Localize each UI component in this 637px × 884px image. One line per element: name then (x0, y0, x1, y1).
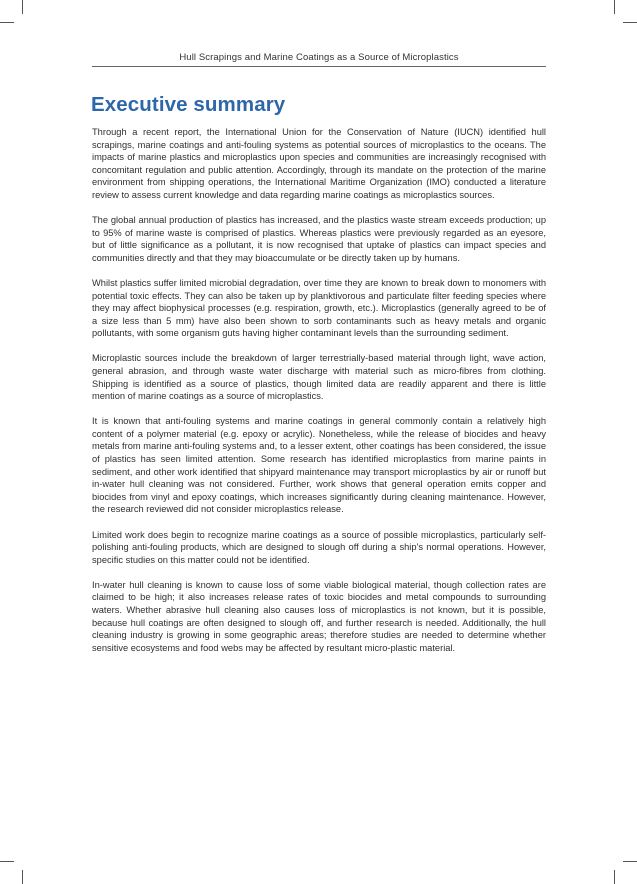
paragraph: Limited work does begin to recognize marine coatings as a source of possible microplastics, particularly self-polishing anti-fouling products, which are designed to slough off during a ship’s normal operations. However, specific studies on this matter could not be identified. (92, 529, 546, 565)
paragraph: It is known that anti-fouling systems and marine coatings in general commonly contain a relatively high content of a polymer material (e.g. epoxy or acrylic). Nonetheless, while the release of biocides and heavy metals from marine anti-fouling systems and, to a lesser extent, other coatings has been considered, the issue of plastics has seen limited attention. Some research has identified microplastics from marine paints in sediment, and other work identified that shipyard maintenance may transport microplastics by air or runoff but in-water hull cleaning was not considered. Further, work shows that general operation emits copper and biocides from vinyl and epoxy coatings, which increases significantly during cleaning maintenance. However, the research reviewed did not consider microplastics release. (92, 416, 546, 515)
header-divider (92, 66, 546, 67)
crop-mark-bottom-left-h (0, 861, 14, 862)
running-header: Hull Scrapings and Marine Coatings as a Source of Microplastics (179, 52, 459, 63)
paragraph: The global annual production of plastics has increased, and the plastics waste stream exceeds production; up to 95% of marine waste is comprised of plastics. Whereas plastics were previously regarded as an eyesore, but of little significance as a pollutant, it is now recognised that uptake of plastics can impact species and communities directly and that they may bioaccumulate or be directly taken up by humans. (92, 215, 546, 263)
paragraph: In-water hull cleaning is known to cause loss of some viable biological material, though collection rates are claimed to be high; it also increases release rates of toxic biocides and metal compounds to surrounding waters. Whether abrasive hull cleaning also causes loss of microplastics is not known, but it is possible, because hull coatings are often designed to slough off, and further research is needed. Additionally, the hull cleaning industry is growing in some geographic areas; therefore studies are needed to determine whether sensitive ecosystems and food webs may be affected by resultant micro-plastic material. (92, 579, 546, 653)
crop-mark-top-right (614, 0, 615, 14)
crop-mark-top-left (22, 0, 23, 14)
crop-mark-top-right-h (623, 22, 637, 23)
paragraph: Through a recent report, the International Union for the Conservation of Nature (IUCN) identified hull scrapings, marine coatings and anti-fouling systems as potential sources of microplastics to the oceans. The impacts of marine plastics and microplastics upon species and communities are increasingly recognised with concomitant regulation and public attention. Accordingly, through its mandate on the protection of the marine environment from shipping operations, the International Maritime Organization (IMO) conducted a literature review to assess current knowledge and data regarding marine coatings as microplastics sources. (92, 127, 546, 200)
crop-mark-top-left-h (0, 22, 14, 23)
paragraph: Microplastic sources include the breakdown of larger terrestrially-based material through light, wave action, general abrasion, and through waste water discharge with material such as micro-fibres from clothing. Shipping is identified as a source of plastics, though limited data are readily apparent and there is little mention of marine coatings as a source of microplastics. (92, 353, 546, 402)
body-text (92, 126, 546, 667)
crop-mark-bottom-right (614, 870, 615, 884)
crop-mark-bottom-left (22, 870, 23, 884)
crop-mark-bottom-right-h (623, 861, 637, 862)
paragraph: Whilst plastics suffer limited microbial degradation, over time they are known to break down to monomers with potential toxic effects. They can also be taken up by planktivorous and particulate filter feeding species where they may affect biophysical processes (e.g. respiration, growth, etc.). Microplastics (generally agreed to be of a size less than 5 mm) have also been shown to sorb contaminants such as heavy metals and organic pollutants, with some organism guts having higher contaminant levels than the surrounding sediment. (92, 277, 546, 339)
section-title: Executive summary (91, 93, 286, 116)
